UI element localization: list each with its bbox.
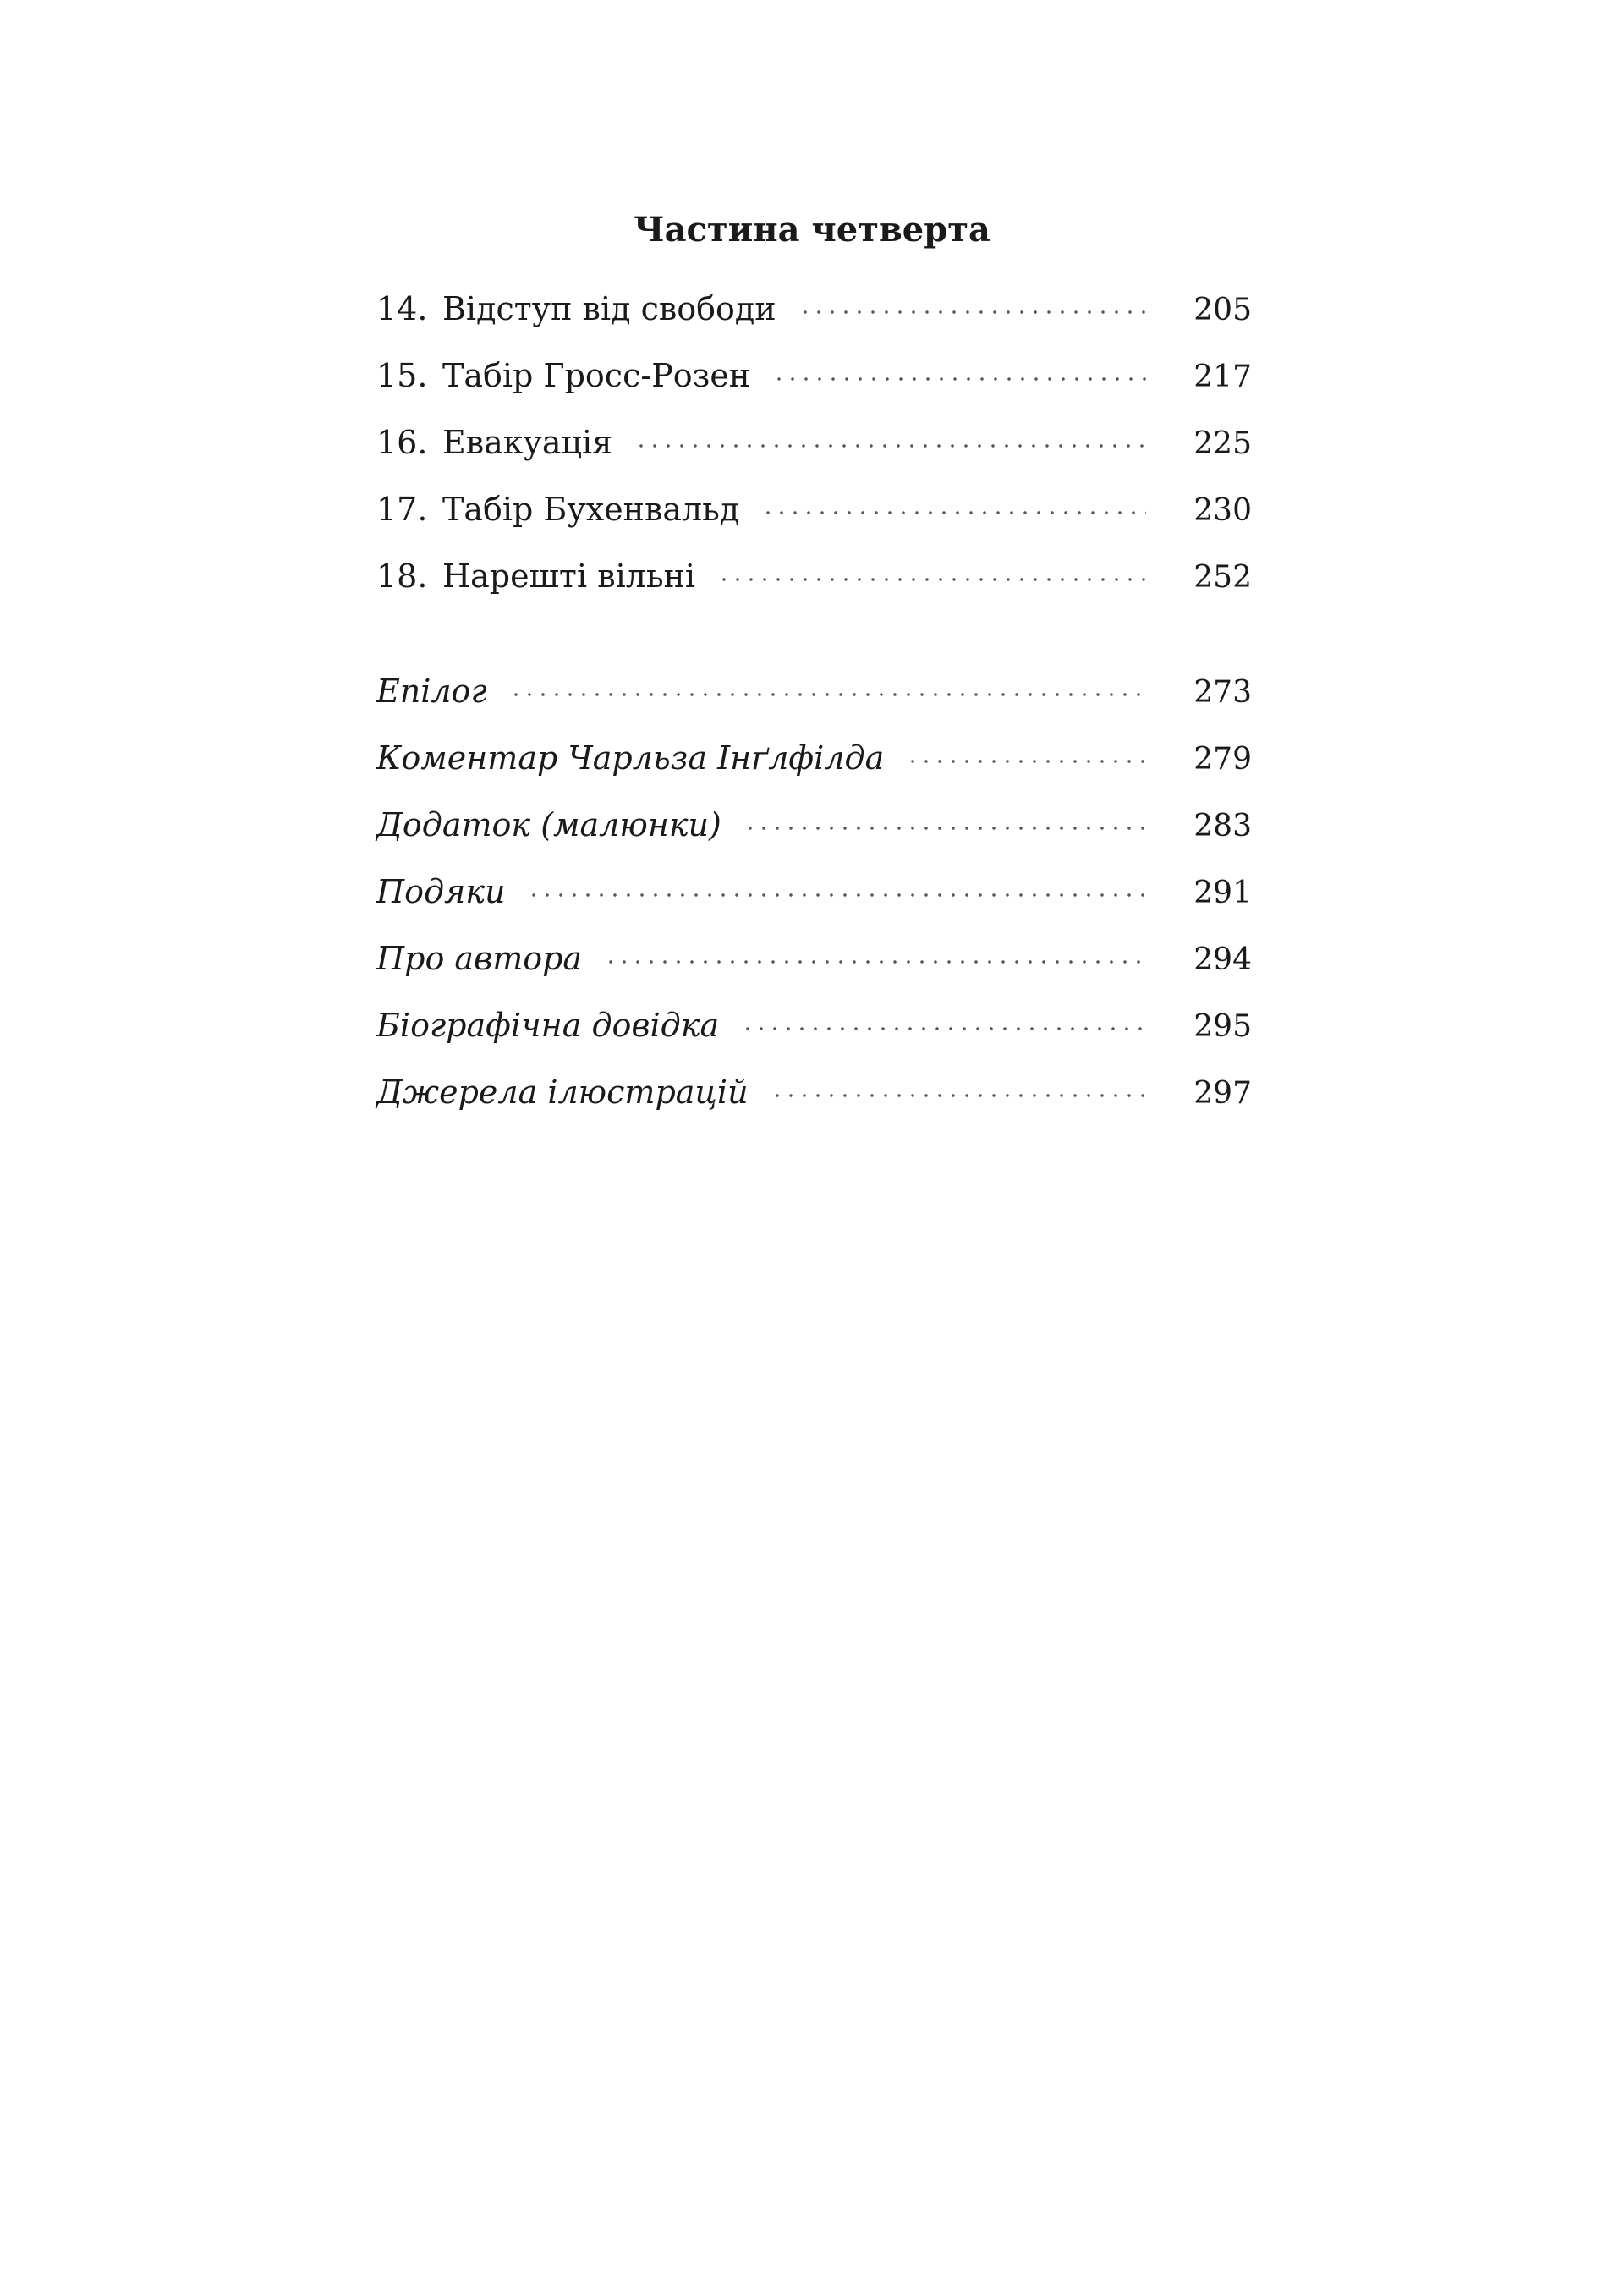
chapter-number: 17. — [376, 491, 428, 528]
chapter-number: 18. — [376, 558, 428, 595]
toc-entry-chapter-17[interactable] — [376, 484, 1252, 535]
dot-leader — [798, 307, 1146, 317]
page-number: 295 — [1193, 1009, 1252, 1044]
dot-leader — [527, 890, 1146, 900]
dot-leader — [634, 441, 1146, 451]
dot-leader — [717, 574, 1146, 585]
chapter-title: Табір Гросс-Розен — [442, 357, 751, 394]
section-title: Про автора — [376, 940, 583, 977]
toc-entry-acknowledgements[interactable] — [376, 866, 1252, 917]
page-number: 217 — [1193, 360, 1252, 394]
toc-entry-chapter-14[interactable] — [376, 283, 1252, 334]
page-number: 252 — [1193, 560, 1252, 595]
toc-entry-appendix[interactable] — [376, 799, 1252, 850]
dot-leader — [761, 508, 1146, 518]
part-title: Частина четверта — [634, 210, 990, 250]
page-number: 283 — [1193, 809, 1252, 843]
page-number: 291 — [1193, 876, 1252, 910]
section-title: Подяки — [376, 873, 506, 910]
section-title: Біографічна довідка — [376, 1007, 720, 1044]
page-number: 273 — [1193, 675, 1252, 710]
chapter-number: 14. — [376, 290, 428, 327]
dot-leader — [741, 1024, 1146, 1034]
toc-entry-chapter-18[interactable] — [376, 551, 1252, 601]
section-title: Джерела ілюстрацій — [376, 1074, 749, 1111]
toc-entry-biography[interactable] — [376, 1000, 1252, 1051]
section-title: Епілог — [376, 673, 487, 710]
page-number: 294 — [1193, 942, 1252, 977]
chapter-number: 15. — [376, 357, 428, 394]
chapter-title: Евакуація — [442, 424, 613, 461]
dot-leader — [509, 689, 1146, 700]
chapter-title: Відступ від свободи — [442, 290, 776, 327]
section-title: Коментар Чарльза Інґлфілда — [376, 739, 885, 777]
page-number: 225 — [1193, 426, 1252, 461]
chapter-title: Табір Бухенвальд — [442, 491, 740, 528]
toc-entry-commentary[interactable] — [376, 733, 1252, 783]
toc-entry-illustration-sources[interactable] — [376, 1067, 1252, 1118]
section-title: Додаток (малюнки) — [376, 806, 721, 843]
chapter-number: 16. — [376, 424, 428, 461]
toc-entry-epilogue[interactable] — [376, 666, 1252, 717]
dot-leader — [771, 1090, 1146, 1101]
chapter-title: Нарешті вільні — [442, 558, 696, 595]
page-number: 279 — [1193, 742, 1252, 777]
dot-leader — [906, 756, 1146, 766]
dot-leader — [772, 374, 1146, 384]
dot-leader — [743, 823, 1146, 833]
dot-leader — [604, 957, 1146, 967]
toc-entry-chapter-15[interactable] — [376, 350, 1252, 401]
page-number: 297 — [1193, 1076, 1252, 1111]
toc-entry-chapter-16[interactable] — [376, 417, 1252, 468]
page-number: 205 — [1193, 293, 1252, 327]
page-number: 230 — [1193, 493, 1252, 528]
toc-entry-about-author[interactable] — [376, 933, 1252, 984]
